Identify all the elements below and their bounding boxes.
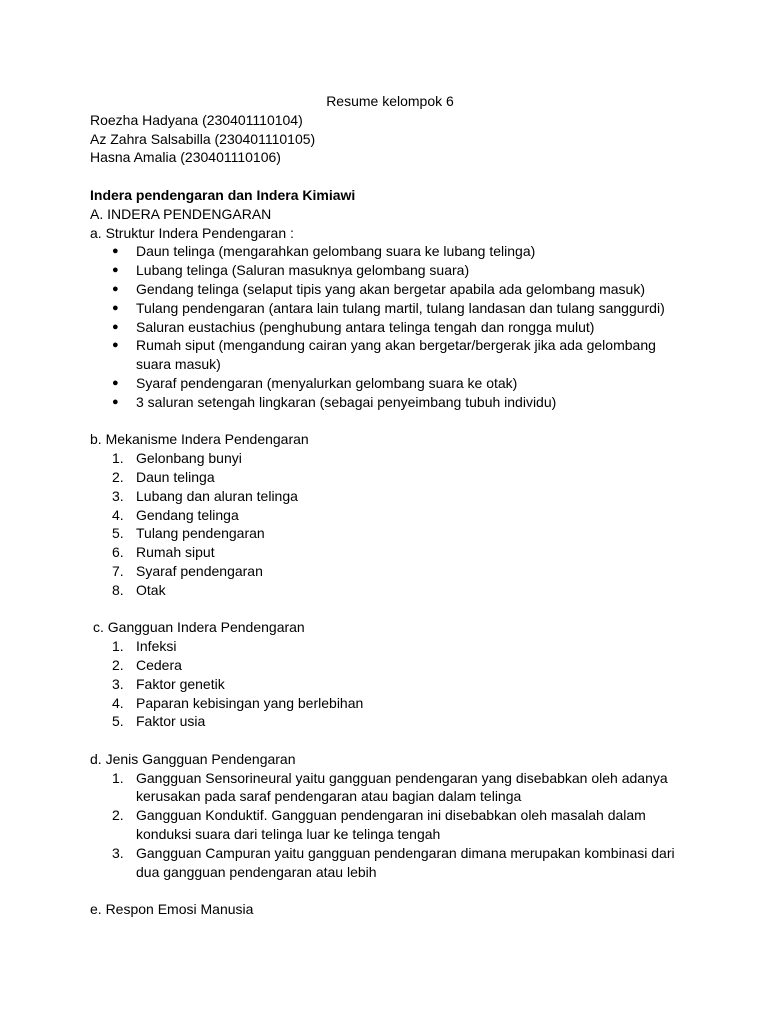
list-item: 2. Daun telinga	[90, 468, 690, 487]
spacer	[90, 167, 690, 186]
list-item-text: Lubang telinga (Saluran masuknya gelombang suara)	[136, 262, 470, 279]
bullet-icon: ●	[112, 376, 119, 389]
list-item	[90, 336, 690, 374]
list-item-text: Saluran eustachius (penghubung antara telinga tengah dan rongga mulut)	[136, 318, 595, 335]
bullet-icon: ●	[112, 339, 119, 352]
bullet-icon: ●	[112, 301, 119, 314]
list-item-text: Paparan kebisingan yang berlebihan	[136, 694, 364, 711]
bullet-icon: ●	[112, 245, 119, 258]
list-item-text: Daun telinga	[136, 468, 215, 485]
list-item-text: Infeksi	[136, 638, 177, 655]
list-item-text: Gangguan Campuran yaitu gangguan pendengaran dimana merupakan kombinasi dari dua gangguan pendengaran atau lebih	[136, 844, 675, 880]
list-item-text: Daun telinga (mengarahkan gelombang suara ke lubang telinga)	[136, 243, 536, 260]
section-a-heading: A. INDERA PENDENGARAN	[90, 205, 272, 222]
part-c-heading: c. Gangguan Indera Pendengaran	[93, 619, 305, 636]
list-item	[90, 393, 690, 412]
list-item: 6. Rumah siput	[90, 543, 690, 562]
list-item-text: Gendang telinga	[136, 506, 239, 523]
list-item-text: Gendang telinga (selaput tipis yang akan bergetar apabila ada gelombang masuk)	[136, 280, 646, 297]
part-b-list	[90, 449, 690, 599]
document-page	[90, 92, 690, 919]
list-item: 8. Otak	[90, 581, 690, 600]
part-a-heading: a. Struktur Indera Pendengaran :	[90, 224, 294, 241]
list-item-text: Faktor usia	[136, 713, 206, 730]
spacer	[90, 731, 690, 750]
list-item-text: Tulang pendengaran (antara lain tulang martil, tulang landasan dan tulang sanggurdi)	[136, 299, 665, 316]
list-item: 3. Gangguan Campuran yaitu gangguan pendengaran dimana merupakan kombinasi dari dua gangguan pendengaran atau lebih	[90, 844, 690, 882]
bullet-icon: ●	[112, 282, 119, 295]
list-item	[90, 280, 690, 299]
list-item: 7. Syaraf pendengaran	[90, 562, 690, 581]
part-d-list	[90, 769, 690, 882]
list-item-text: Gelonbang bunyi	[136, 450, 242, 467]
list-item: 2. Cedera	[90, 656, 690, 675]
list-item-text: Rumah siput	[136, 544, 215, 561]
spacer	[90, 412, 690, 431]
part-d-heading: d. Jenis Gangguan Pendengaran	[90, 750, 296, 767]
list-item: 1. Gelonbang bunyi	[90, 449, 690, 468]
list-item-text: Tulang pendengaran	[136, 525, 265, 542]
list-item-text: Lubang dan aluran telinga	[136, 487, 298, 504]
list-item: 1. Infeksi	[90, 637, 690, 656]
list-item-text: Gangguan Konduktif. Gangguan pendengaran ini disebabkan oleh masalah dalam konduksi suara dari telinga luar ke telinga tengah	[136, 807, 646, 843]
part-a-list	[90, 242, 690, 411]
part-c-list	[90, 637, 690, 731]
list-item: 4. Gendang telinga	[90, 506, 690, 525]
list-item: 2. Gangguan Konduktif. Gangguan pendengaran ini disebabkan oleh masalah dalam konduksi suara dari telinga luar ke telinga tengah	[90, 806, 690, 844]
part-b-heading: b. Mekanisme Indera Pendengaran	[90, 431, 309, 448]
spacer	[90, 881, 690, 900]
member-2: Az Zahra Salsabilla (230401110105)	[90, 130, 316, 147]
list-item-text: Syaraf pendengaran (menyalurkan gelombang suara ke otak)	[136, 374, 518, 391]
bullet-icon: ●	[112, 264, 119, 277]
list-item: 3. Faktor genetik	[90, 675, 690, 694]
document-title: Resume kelompok 6	[326, 93, 454, 109]
list-item-text: 3 saluran setengah lingkaran (sebagai penyeimbang tubuh individu)	[136, 393, 557, 410]
list-item-text: Gangguan Sensorineural yaitu gangguan pendengaran yang disebabkan oleh adanya kerusakan pada saraf pendengaran atau bagian dalam telinga	[136, 769, 668, 805]
list-item: 1. Gangguan Sensorineural yaitu gangguan pendengaran yang disebabkan oleh adanya kerusakan pada saraf pendengaran atau bagian dalam telinga	[90, 769, 690, 807]
topic-heading: Indera pendengaran dan Indera Kimiawi	[90, 186, 356, 203]
list-item: 5. Tulang pendengaran	[90, 524, 690, 543]
member-1: Roezha Hadyana (230401110104)	[90, 111, 303, 128]
member-3: Hasna Amalia (230401110106)	[90, 149, 281, 166]
list-item: 4. Paparan kebisingan yang berlebihan	[90, 694, 690, 713]
list-item	[90, 261, 690, 280]
bullet-icon: ●	[112, 320, 119, 333]
list-item	[90, 318, 690, 337]
bullet-icon: ●	[112, 395, 119, 408]
part-e-heading: e. Respon Emosi Manusia	[90, 901, 254, 918]
list-item-text: Rumah siput (mengandung cairan yang akan bergetar/bergerak jika ada gelombang suara masuk)	[136, 337, 656, 373]
list-item: 3. Lubang dan aluran telinga	[90, 487, 690, 506]
spacer	[90, 600, 690, 619]
list-item	[90, 374, 690, 393]
list-item-text: Syaraf pendengaran	[136, 562, 263, 579]
list-item: 5. Faktor usia	[90, 712, 690, 731]
list-item-text: Otak	[136, 581, 166, 598]
list-item	[90, 299, 690, 318]
list-item	[90, 242, 690, 261]
list-item-text: Cedera	[136, 656, 182, 673]
list-item-text: Faktor genetik	[136, 675, 225, 692]
